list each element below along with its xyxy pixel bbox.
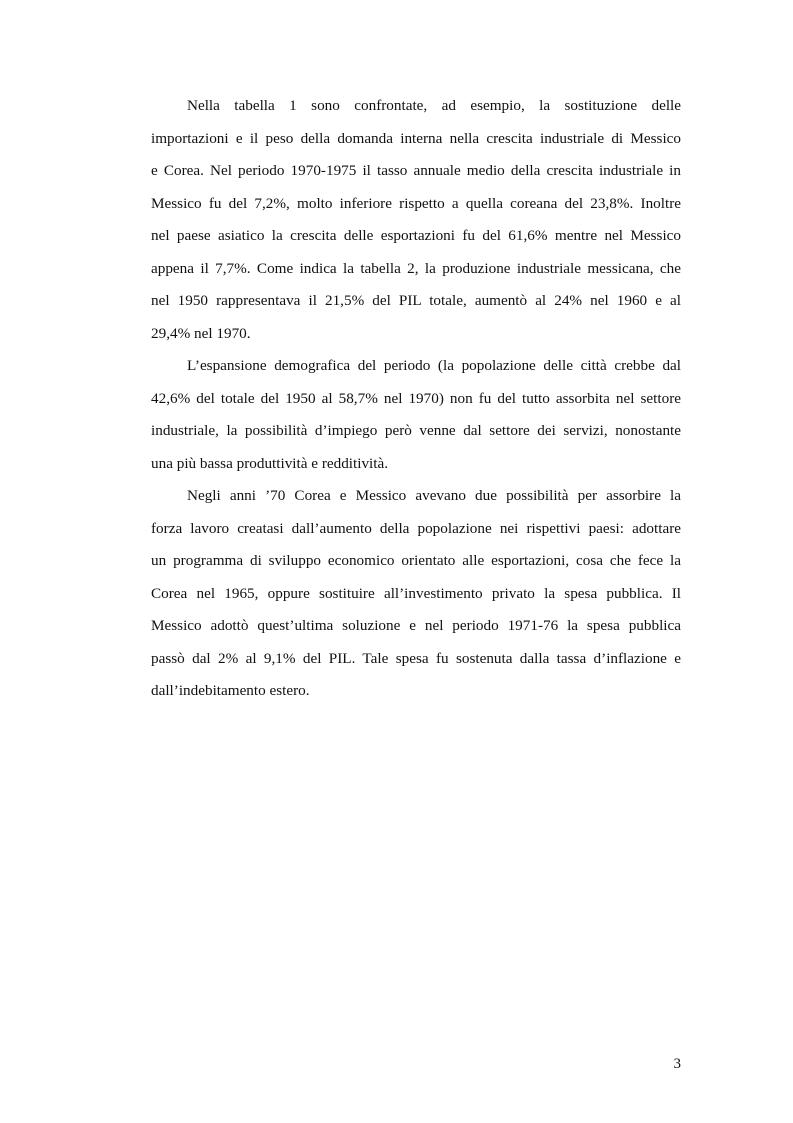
paragraph-line: Negli anni ’70 Corea e Messico avevano due possibilità per assorbire la — [187, 487, 681, 504]
paragraph-line: una più bassa produttività e redditività. — [151, 454, 389, 472]
paragraph-line: industriale, la possibilità d’impiego però venne dal settore dei servizi, nonostante — [151, 422, 681, 439]
paragraph-line: 42,6% del totale del 1950 al 58,7% nel 1970) non fu del tutto assorbita nel settore — [151, 389, 681, 407]
page-number: 3 — [673, 1056, 681, 1072]
paragraph-line: Messico adottò quest’ultima soluzione e nel periodo 1971-76 la spesa pubblica — [151, 617, 681, 634]
paragraph-1 — [151, 90, 681, 350]
paragraph-3 — [151, 480, 681, 708]
paragraph-line: appena il 7,7%. Come indica la tabella 2, la produzione industriale messicana, che — [151, 259, 681, 277]
paragraph-line: un programma di sviluppo economico orientato alle esportazioni, cosa che fece la — [151, 552, 681, 569]
paragraph-line: Messico fu del 7,2%, molto inferiore rispetto a quella coreana del 23,8%. Inoltre — [151, 194, 681, 212]
paragraph-line: 29,4% nel 1970. — [151, 324, 251, 342]
paragraph-line: Nella tabella 1 sono confrontate, ad esempio, la sostituzione delle — [187, 97, 681, 114]
paragraph-line: dall’indebitamento estero. — [151, 682, 310, 699]
paragraph-line: passò dal 2% al 9,1% del PIL. Tale spesa fu sostenuta dalla tassa d’inflazione e — [151, 649, 681, 667]
paragraph-line: forza lavoro creatasi dall’aumento della popolazione nei rispettivi paesi: adottare — [151, 519, 681, 537]
body-text — [151, 90, 681, 708]
paragraph-line: nel 1950 rappresentava il 21,5% del PIL totale, aumentò al 24% nel 1960 e al — [151, 292, 681, 309]
paragraph-2 — [151, 350, 681, 480]
paragraph-line: e Corea. Nel periodo 1970-1975 il tasso annuale medio della crescita industriale in — [151, 162, 681, 179]
paragraph-line: nel paese asiatico la crescita delle esportazioni fu del 61,6% mentre nel Messico — [151, 227, 681, 244]
paragraph-line: importazioni e il peso della domanda interna nella crescita industriale di Messico — [151, 129, 681, 147]
paragraph-line: L’espansione demografica del periodo (la popolazione delle città crebbe dal — [187, 357, 681, 374]
paragraph-line: Corea nel 1965, oppure sostituire all’investimento privato la spesa pubblica. Il — [151, 584, 681, 602]
